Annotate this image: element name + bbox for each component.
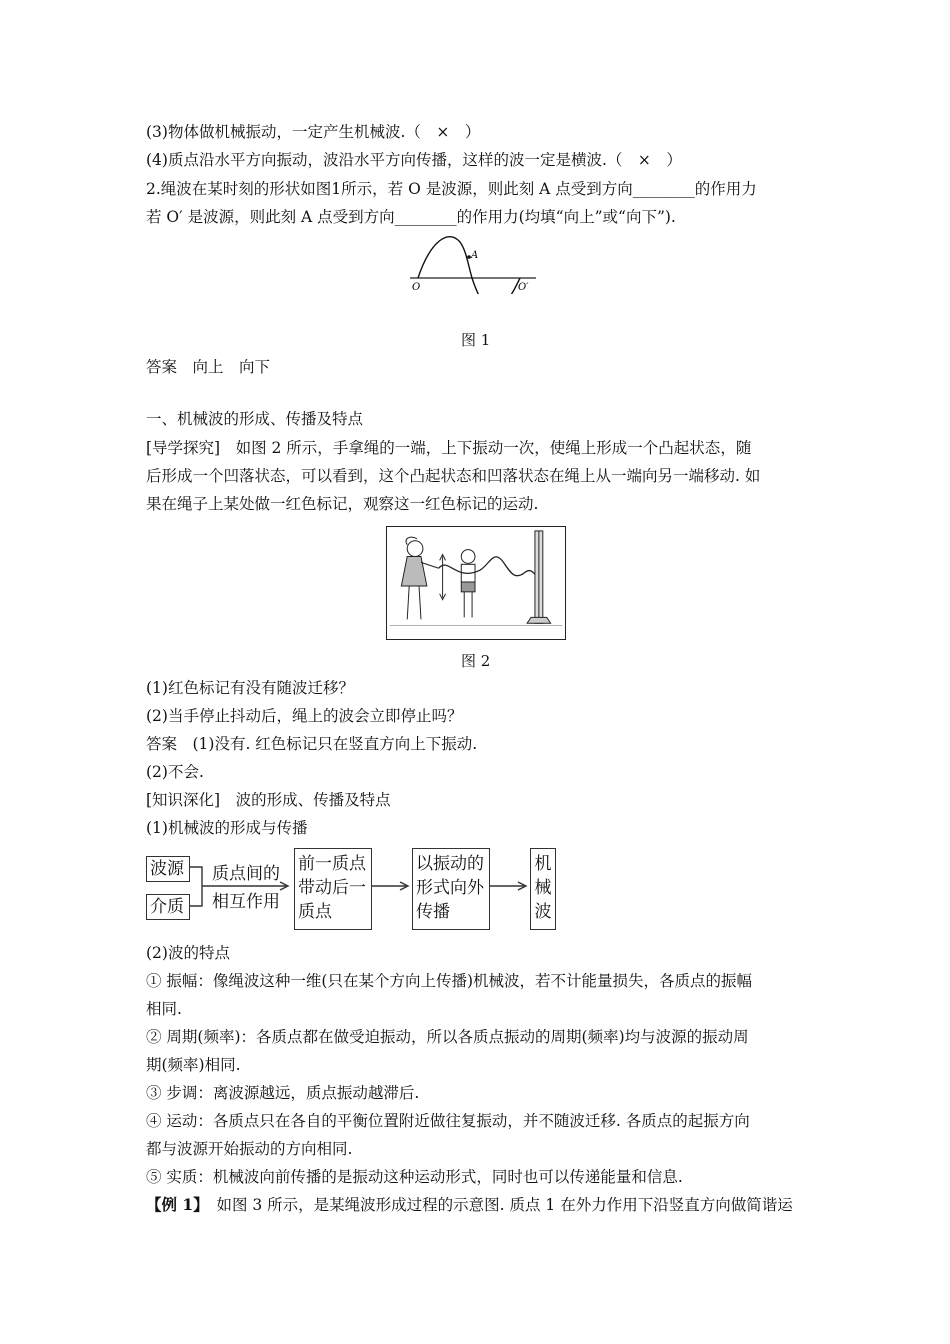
box-mechanical-wave bbox=[530, 848, 556, 930]
girl-leg bbox=[419, 586, 421, 619]
feature-2-line-2: 期(频率)相同. bbox=[146, 1056, 241, 1074]
question-2-line-1: 2.绳波在某时刻的形状如图1所示，若 O 是波源，则此刻 A 点受到方向________的作用力 bbox=[146, 180, 757, 198]
label-o: O bbox=[412, 282, 421, 293]
feature-2-line-1: ② 周期(频率)：各质点都在做受迫振动，所以各质点振动的周期(频率)均与波源的振动周 bbox=[146, 1028, 749, 1046]
interaction-label-line-2: 相互作用 bbox=[212, 892, 280, 912]
figure-2-caption: 图 2 bbox=[461, 652, 491, 670]
answer-1: 答案 向上 向下 bbox=[146, 358, 271, 376]
feature-4-line-1: ④ 运动：各质点只在各自的平衡位置附近做往复振动，并不随波迁移. 各质点的起振方向 bbox=[146, 1112, 750, 1130]
figure-2-illustration bbox=[386, 526, 566, 640]
label-a: A bbox=[471, 250, 479, 261]
figure-1-caption: 图 1 bbox=[461, 331, 491, 349]
pole-base bbox=[527, 617, 551, 623]
box-wave-source bbox=[146, 856, 190, 882]
box-particle-drive-line-1: 前一质点 bbox=[298, 854, 366, 874]
example-text: 如图 3 所示，是某绳波形成过程的示意图. 质点 1 在外力作用下沿竖直方向做简谐运 bbox=[200, 1196, 793, 1214]
box-particle-drive bbox=[294, 848, 372, 930]
box-propagation bbox=[412, 848, 490, 930]
feature-4-line-2: 都与波源开始振动的方向相同. bbox=[146, 1140, 353, 1158]
wave-curve bbox=[418, 237, 520, 294]
deepen-title: [知识深化] 波的形成、传播及特点 bbox=[146, 791, 391, 809]
guide-paragraph-line-1: [导学探究] 如图 2 所示，手拿绳的一端，上下振动一次，使绳上形成一个凸起状态，随 bbox=[146, 439, 752, 457]
feature-5: ⑤ 实质：机械波向前传播的是振动这种运动形式，同时也可以传递能量和信息. bbox=[146, 1168, 683, 1186]
sub-question-2: (2)当手停止抖动后，绳上的波会立即停止吗？ bbox=[146, 707, 463, 725]
box-mechanical-wave-line-3: 波 bbox=[534, 902, 552, 922]
girl-head bbox=[407, 541, 423, 557]
feature-1-line-1: ① 振幅：像绳波这种一维(只在某个方向上传播)机械波，若不计能量损失，各质点的振幅 bbox=[146, 972, 753, 990]
answer-2-line-2: (2)不会. bbox=[146, 763, 204, 781]
box-medium bbox=[146, 894, 190, 920]
section-1-title: 一、机械波的形成、传播及特点 bbox=[146, 410, 364, 428]
item-4: (4)质点沿水平方向振动，波沿水平方向传播，这样的波一定是横波.（ × ） bbox=[146, 151, 682, 169]
girl-leg bbox=[407, 586, 409, 619]
item-3: (3)物体做机械振动，一定产生机械波.（ × ） bbox=[146, 123, 481, 141]
feature-1-line-2: 相同. bbox=[146, 1000, 182, 1018]
boy-head bbox=[461, 550, 475, 564]
example-1 bbox=[146, 1194, 793, 1216]
box-particle-drive-line-2: 带动后一 bbox=[298, 878, 366, 898]
box-propagation-line-2: 形式向外 bbox=[416, 878, 484, 898]
answer-2-line-1: 答案 (1)没有. 红色标记只在竖直方向上下振动. bbox=[146, 735, 478, 753]
box-medium-label: 介质 bbox=[150, 897, 184, 917]
question-2-line-2: 若 O′ 是波源，则此刻 A 点受到方向________的作用力(均填“向上”或“向下”). bbox=[146, 208, 676, 226]
formation-title: (1)机械波的形成与传播 bbox=[146, 819, 308, 837]
example-label: 【例 1】 bbox=[146, 1195, 201, 1214]
feature-3: ③ 步调：离波源越远，质点振动越滞后. bbox=[146, 1084, 420, 1102]
rope-wave bbox=[439, 557, 541, 578]
figure-1-wave bbox=[408, 232, 538, 294]
box-propagation-line-3: 传播 bbox=[416, 902, 450, 922]
features-title: (2)波的特点 bbox=[146, 944, 230, 962]
guide-paragraph-line-3: 果在绳子上某处做一红色标记，观察这一红色标记的运动. bbox=[146, 495, 539, 513]
girl-dress bbox=[401, 556, 427, 585]
box-wave-source-label: 波源 bbox=[150, 859, 184, 879]
formation-flowchart bbox=[146, 848, 566, 932]
interaction-label-line-1: 质点间的 bbox=[212, 864, 280, 884]
guide-paragraph-line-2: 后形成一个凹落状态，可以看到，这个凸起状态和凹落状态在绳上从一端向另一端移动. 如 bbox=[146, 467, 761, 485]
box-particle-drive-line-3: 质点 bbox=[298, 902, 332, 922]
sub-question-1: (1)红色标记有没有随波迁移？ bbox=[146, 679, 354, 697]
bracket bbox=[190, 867, 202, 906]
box-propagation-line-1: 以振动的 bbox=[416, 854, 484, 874]
label-o-prime: O′ bbox=[518, 282, 529, 293]
boy-shorts bbox=[461, 582, 475, 592]
box-mechanical-wave-line-1: 机 bbox=[534, 854, 552, 874]
box-mechanical-wave-line-2: 械 bbox=[534, 878, 552, 898]
